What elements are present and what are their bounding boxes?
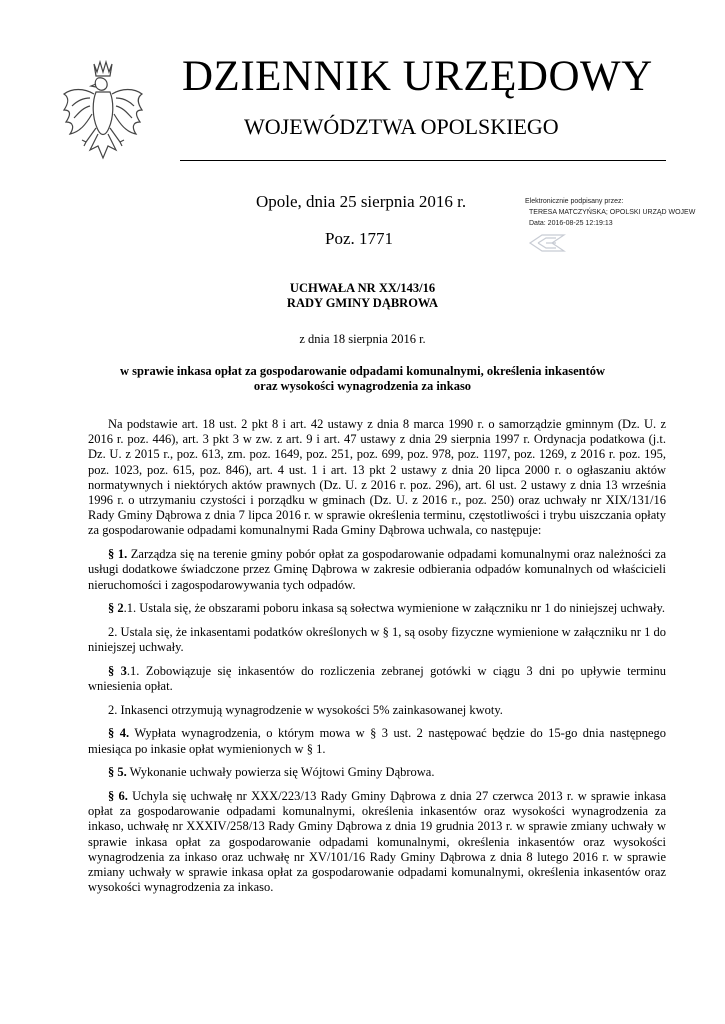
position-number: Poz. 1771	[325, 229, 393, 248]
paragraph-5-text: Wykonanie uchwały powierza się Wójtowi Gminy Dąbrowa.	[126, 765, 435, 780]
paragraph-4-mark: § 4.	[108, 726, 130, 741]
paragraph-2-2: 2. Ustala się, że inkasentami podatków określonych w § 1, są osoby fizyczne wymienione w załączniku nr 1 do niniejszej uchwały.	[88, 624, 666, 655]
masthead-subtitle: WOJEWÓDZTWA OPOLSKIEGO	[244, 114, 559, 139]
signature-date: Data: 2016-08-25 12:19:13	[529, 220, 613, 227]
legal-basis-paragraph: Na podstawie art. 18 ust. 2 pkt 8 i art. 42 ustawy z dnia 8 marca 1990 r. o samorządzie gminnym (Dz. U. z 2016 r. poz. 446), art. 3 pkt 3 w zw. z art. 9 i art. 47 ustawy z dnia 29 sierpnia 1997 r. Ordynacja podatkowa (j.t. Dz. U. z 2015 r., poz. 613, zm. poz. 1649, poz. 251, poz. 699, poz. 978, poz. 1197, poz. 1269, z 2016 r. poz. 195, poz. 1023, poz. 615, poz. 846), art. 4 ust. 1 i art. 13 pkt 2 ustawy z dnia 20 lipca 2000 r. o ogłaszaniu aktów normatywnych i niektórych aktów prawnych (Dz. U. z 2016 r. poz. 296), art. 6l ust. 2 ustawy z dnia 13 września 1996 r. o utrzymaniu czystości i porządku w gminach (Dz. U. z 2016 r., poz. 250) oraz uchwały nr XIX/131/16 Rady Gminy Dąbrowa z dnia 7 lipca 2016 r. w sprawie określenia terminu, częstotliwości i trybu uiszczania opłaty za gospodarowanie odpadami komunalnymi Rada Gminy Dąbrowa uchwala, co następuje:	[88, 417, 666, 538]
place-and-date: Opole, dnia 25 sierpnia 2016 r.	[256, 192, 467, 211]
resolution-subject-line1: w sprawie inkasa opłat za gospodarowanie odpadami komunalnymi, określenia inkasentów	[119, 364, 606, 378]
polish-eagle-emblem-icon	[60, 58, 146, 166]
resolution-date: z dnia 18 sierpnia 2016 r.	[299, 332, 426, 346]
paragraph-5	[88, 765, 666, 780]
resolution-body	[88, 417, 666, 904]
paragraph-1-mark: § 1.	[108, 547, 128, 562]
signature-label: Elektronicznie podpisany przez:	[525, 198, 624, 205]
paragraph-6-text: Uchyla się uchwałę nr XXX/223/13 Rady Gminy Dąbrowa z dnia 27 czerwca 2013 r. w sprawie inkasa opłat za gospodarowanie odpadami komunalnymi, określenia inkasentów oraz wysokości wynagrodzenia za inkaso, uchwałę nr XXXIV/258/13 Rady Gminy Dąbrowa z dnia 19 grudnia 2013 r. w sprawie zmiany uchwały w sprawie inkasa opłat za gospodarowanie odpadami komunalnymi, określenia inkasentów oraz wysokości wynagrodzenia za inkaso oraz uchwałę nr XV/101/16 Rady Gminy Dąbrowa z dnia 8 lutego 2016 r. w sprawie zmiany uchwały w sprawie inkasa opłat za gospodarowanie odpadami komunalnymi, określenia inkasentów oraz wysokości wynagrodzenia za inkaso.	[88, 789, 666, 895]
paragraph-4-text: Wypłata wynagrodzenia, o którym mowa w § 3 ust. 2 następować będzie do 15-go dnia następnego miesiąca po inkasie opłat wymienionych w § 1.	[88, 726, 666, 756]
paragraph-1	[88, 547, 666, 593]
signature-stamp-icon	[528, 233, 566, 253]
paragraph-3-mark: § 3	[108, 663, 127, 678]
resolution-subject-line2: oraz wysokości wynagrodzenia za inkaso	[253, 379, 472, 393]
paragraph-2-mark: § 2	[108, 601, 124, 616]
resolution-council: RADY GMINY DĄBROWA	[286, 296, 439, 310]
paragraph-5-mark: § 5.	[108, 765, 127, 780]
paragraph-3-1	[88, 664, 666, 694]
resolution-number: UCHWAŁA NR XX/143/16	[289, 281, 436, 295]
signature-signer: TERESA MATCZYŃSKA; OPOLSKI URZĄD WOJEW	[529, 209, 696, 216]
paragraph-1-text: Zarządza się na terenie gminy pobór opłat za gospodarowanie odpadami komunalnymi oraz należności za usługi dodatkowe świadczone przez Gminę Dąbrowa w zakresie odbierania odpadów komunalnych od właścicieli nieruchomości i zagospodarowywania tych odpadów.	[88, 547, 667, 592]
paragraph-4	[88, 726, 666, 756]
paragraph-6	[88, 789, 666, 895]
paragraph-2-1-text: .1. Ustala się, że obszarami poboru inkasa są sołectwa wymienione w załączniku nr 1 do niniejszej uchwały.	[123, 601, 666, 616]
masthead-title: DZIENNIK URZĘDOWY	[182, 53, 653, 100]
masthead-divider	[180, 160, 666, 161]
paragraph-2-1	[88, 601, 666, 616]
paragraph-3-2: 2. Inkasenci otrzymują wynagrodzenie w wysokości 5% zainkasowanej kwoty.	[108, 702, 503, 717]
paragraph-3-1-text: .1. Zobowiązuje się inkasentów do rozliczenia zebranej gotówki w ciągu 3 dni po upływie terminu wniesienia opłat.	[88, 663, 666, 694]
paragraph-6-mark: § 6.	[108, 789, 128, 804]
